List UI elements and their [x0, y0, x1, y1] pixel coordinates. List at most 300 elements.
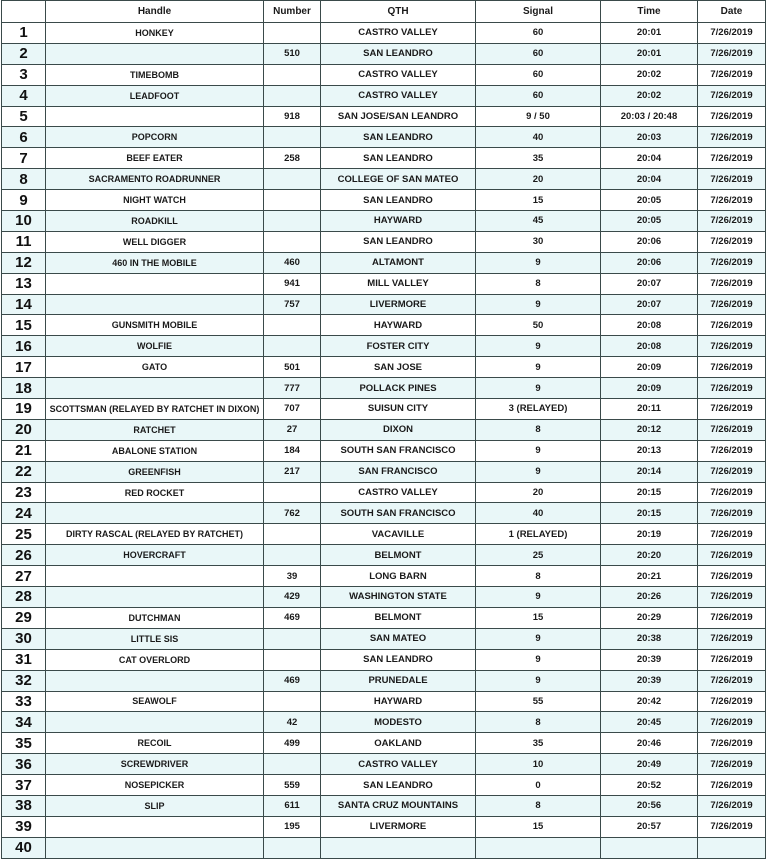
- number-cell: [264, 482, 321, 503]
- handle-cell: [46, 503, 264, 524]
- row-index: 19: [2, 399, 46, 420]
- time-cell: 20:14: [601, 461, 698, 482]
- time-cell: 20:01: [601, 43, 698, 64]
- date-cell: 7/26/2019: [698, 399, 766, 420]
- time-cell: 20:29: [601, 607, 698, 628]
- time-cell: 20:11: [601, 399, 698, 420]
- date-cell: [698, 837, 766, 858]
- row-index: 28: [2, 587, 46, 608]
- time-cell: 20:07: [601, 273, 698, 294]
- row-index: 30: [2, 628, 46, 649]
- row-index: 33: [2, 691, 46, 712]
- time-cell: 20:06: [601, 231, 698, 252]
- handle-cell: NIGHT WATCH: [46, 190, 264, 211]
- signal-cell: 9 / 50: [476, 106, 601, 127]
- handle-cell: TIMEBOMB: [46, 64, 264, 85]
- date-cell: 7/26/2019: [698, 524, 766, 545]
- qth-cell: SAN LEANDRO: [321, 775, 476, 796]
- time-cell: 20:03: [601, 127, 698, 148]
- handle-cell: RATCHET: [46, 419, 264, 440]
- qth-cell: LONG BARN: [321, 566, 476, 587]
- header-index: [2, 1, 46, 23]
- qth-cell: SAN MATEO: [321, 628, 476, 649]
- row-index: 8: [2, 169, 46, 190]
- table-row: [2, 294, 766, 315]
- number-cell: 777: [264, 378, 321, 399]
- signal-cell: 9: [476, 628, 601, 649]
- number-cell: [264, 169, 321, 190]
- date-cell: 7/26/2019: [698, 64, 766, 85]
- handle-cell: ROADKILL: [46, 211, 264, 232]
- date-cell: 7/26/2019: [698, 545, 766, 566]
- date-cell: 7/26/2019: [698, 628, 766, 649]
- qth-cell: COLLEGE OF SAN MATEO: [321, 169, 476, 190]
- time-cell: 20:06: [601, 252, 698, 273]
- number-cell: 611: [264, 795, 321, 816]
- number-cell: [264, 315, 321, 336]
- row-index: 1: [2, 23, 46, 44]
- number-cell: 757: [264, 294, 321, 315]
- date-cell: 7/26/2019: [698, 440, 766, 461]
- time-cell: 20:21: [601, 566, 698, 587]
- date-cell: 7/26/2019: [698, 503, 766, 524]
- signal-cell: 60: [476, 23, 601, 44]
- number-cell: 39: [264, 566, 321, 587]
- date-cell: 7/26/2019: [698, 43, 766, 64]
- qth-cell: LIVERMORE: [321, 294, 476, 315]
- table-row: [2, 106, 766, 127]
- log-table: [1, 0, 766, 859]
- time-cell: 20:38: [601, 628, 698, 649]
- number-cell: [264, 127, 321, 148]
- table-row: [2, 461, 766, 482]
- qth-cell: HAYWARD: [321, 211, 476, 232]
- date-cell: 7/26/2019: [698, 419, 766, 440]
- number-cell: [264, 211, 321, 232]
- table-row: [2, 64, 766, 85]
- signal-cell: 25: [476, 545, 601, 566]
- header-handle: Handle: [46, 1, 264, 23]
- date-cell: 7/26/2019: [698, 378, 766, 399]
- time-cell: 20:46: [601, 733, 698, 754]
- handle-cell: DIRTY RASCAL (RELAYED BY RATCHET): [46, 524, 264, 545]
- handle-cell: SCOTTSMAN (RELAYED BY RATCHET IN DIXON): [46, 399, 264, 420]
- row-index: 37: [2, 775, 46, 796]
- number-cell: 501: [264, 357, 321, 378]
- row-index: 11: [2, 231, 46, 252]
- date-cell: 7/26/2019: [698, 795, 766, 816]
- signal-cell: 20: [476, 482, 601, 503]
- qth-cell: CASTRO VALLEY: [321, 754, 476, 775]
- row-index: 31: [2, 649, 46, 670]
- table-row: [2, 628, 766, 649]
- handle-cell: [46, 837, 264, 858]
- handle-cell: SCREWDRIVER: [46, 754, 264, 775]
- row-index: 15: [2, 315, 46, 336]
- signal-cell: [476, 837, 601, 858]
- qth-cell: BELMONT: [321, 607, 476, 628]
- handle-cell: [46, 273, 264, 294]
- number-cell: [264, 524, 321, 545]
- qth-cell: FOSTER CITY: [321, 336, 476, 357]
- qth-cell: PRUNEDALE: [321, 670, 476, 691]
- row-index: 4: [2, 85, 46, 106]
- time-cell: 20:05: [601, 211, 698, 232]
- signal-cell: 8: [476, 566, 601, 587]
- date-cell: 7/26/2019: [698, 106, 766, 127]
- time-cell: 20:08: [601, 336, 698, 357]
- signal-cell: 8: [476, 712, 601, 733]
- header-row: [2, 1, 766, 23]
- table-row: [2, 419, 766, 440]
- signal-cell: 8: [476, 273, 601, 294]
- number-cell: [264, 64, 321, 85]
- signal-cell: 9: [476, 357, 601, 378]
- date-cell: 7/26/2019: [698, 670, 766, 691]
- handle-cell: NOSEPICKER: [46, 775, 264, 796]
- handle-cell: [46, 566, 264, 587]
- handle-cell: RED ROCKET: [46, 482, 264, 503]
- qth-cell: [321, 837, 476, 858]
- date-cell: 7/26/2019: [698, 211, 766, 232]
- number-cell: 559: [264, 775, 321, 796]
- row-index: 22: [2, 461, 46, 482]
- qth-cell: HAYWARD: [321, 691, 476, 712]
- handle-cell: WOLFIE: [46, 336, 264, 357]
- signal-cell: 9: [476, 336, 601, 357]
- handle-cell: HOVERCRAFT: [46, 545, 264, 566]
- table-row: [2, 252, 766, 273]
- handle-cell: LITTLE SIS: [46, 628, 264, 649]
- row-index: 29: [2, 607, 46, 628]
- date-cell: 7/26/2019: [698, 566, 766, 587]
- row-index: 13: [2, 273, 46, 294]
- row-index: 27: [2, 566, 46, 587]
- row-index: 25: [2, 524, 46, 545]
- qth-cell: SANTA CRUZ MOUNTAINS: [321, 795, 476, 816]
- signal-cell: 40: [476, 127, 601, 148]
- signal-cell: 60: [476, 85, 601, 106]
- table-row: [2, 837, 766, 858]
- number-cell: [264, 545, 321, 566]
- time-cell: 20:01: [601, 23, 698, 44]
- row-index: 17: [2, 357, 46, 378]
- number-cell: 510: [264, 43, 321, 64]
- row-index: 24: [2, 503, 46, 524]
- qth-cell: BELMONT: [321, 545, 476, 566]
- signal-cell: 9: [476, 587, 601, 608]
- signal-cell: 8: [476, 419, 601, 440]
- number-cell: 499: [264, 733, 321, 754]
- number-cell: 195: [264, 816, 321, 837]
- row-index: 3: [2, 64, 46, 85]
- number-cell: 460: [264, 252, 321, 273]
- signal-cell: 15: [476, 816, 601, 837]
- date-cell: 7/26/2019: [698, 691, 766, 712]
- signal-cell: 15: [476, 190, 601, 211]
- table-row: [2, 524, 766, 545]
- header-qth: QTH: [321, 1, 476, 23]
- time-cell: 20:56: [601, 795, 698, 816]
- handle-cell: POPCORN: [46, 127, 264, 148]
- qth-cell: SAN FRANCISCO: [321, 461, 476, 482]
- time-cell: 20:09: [601, 357, 698, 378]
- time-cell: 20:07: [601, 294, 698, 315]
- qth-cell: SAN LEANDRO: [321, 190, 476, 211]
- time-cell: 20:42: [601, 691, 698, 712]
- handle-cell: GATO: [46, 357, 264, 378]
- handle-cell: SEAWOLF: [46, 691, 264, 712]
- signal-cell: 35: [476, 733, 601, 754]
- date-cell: 7/26/2019: [698, 649, 766, 670]
- date-cell: 7/26/2019: [698, 461, 766, 482]
- date-cell: 7/26/2019: [698, 607, 766, 628]
- table-row: [2, 169, 766, 190]
- row-index: 38: [2, 795, 46, 816]
- handle-cell: SLIP: [46, 795, 264, 816]
- qth-cell: SOUTH SAN FRANCISCO: [321, 440, 476, 461]
- table-row: [2, 795, 766, 816]
- qth-cell: POLLACK PINES: [321, 378, 476, 399]
- qth-cell: VACAVILLE: [321, 524, 476, 545]
- signal-cell: 40: [476, 503, 601, 524]
- table-row: [2, 43, 766, 64]
- time-cell: 20:49: [601, 754, 698, 775]
- qth-cell: CASTRO VALLEY: [321, 64, 476, 85]
- time-cell: 20:02: [601, 64, 698, 85]
- date-cell: 7/26/2019: [698, 816, 766, 837]
- row-index: 36: [2, 754, 46, 775]
- time-cell: 20:04: [601, 148, 698, 169]
- time-cell: 20:52: [601, 775, 698, 796]
- table-row: [2, 545, 766, 566]
- time-cell: 20:20: [601, 545, 698, 566]
- handle-cell: BEEF EATER: [46, 148, 264, 169]
- number-cell: [264, 754, 321, 775]
- date-cell: 7/26/2019: [698, 336, 766, 357]
- number-cell: 469: [264, 670, 321, 691]
- row-index: 32: [2, 670, 46, 691]
- signal-cell: 55: [476, 691, 601, 712]
- table-row: [2, 357, 766, 378]
- signal-cell: 45: [476, 211, 601, 232]
- time-cell: 20:57: [601, 816, 698, 837]
- handle-cell: [46, 294, 264, 315]
- time-cell: 20:05: [601, 190, 698, 211]
- qth-cell: MILL VALLEY: [321, 273, 476, 294]
- row-index: 40: [2, 837, 46, 858]
- time-cell: 20:04: [601, 169, 698, 190]
- table-row: [2, 211, 766, 232]
- handle-cell: [46, 816, 264, 837]
- table-row: [2, 482, 766, 503]
- date-cell: 7/26/2019: [698, 775, 766, 796]
- qth-cell: SAN JOSE/SAN LEANDRO: [321, 106, 476, 127]
- table-row: [2, 816, 766, 837]
- signal-cell: 20: [476, 169, 601, 190]
- qth-cell: SOUTH SAN FRANCISCO: [321, 503, 476, 524]
- row-index: 14: [2, 294, 46, 315]
- signal-cell: 8: [476, 795, 601, 816]
- handle-cell: GREENFISH: [46, 461, 264, 482]
- table-row: [2, 315, 766, 336]
- qth-cell: OAKLAND: [321, 733, 476, 754]
- number-cell: 27: [264, 419, 321, 440]
- handle-cell: LEADFOOT: [46, 85, 264, 106]
- qth-cell: SAN LEANDRO: [321, 231, 476, 252]
- table-row: [2, 503, 766, 524]
- table-row: [2, 273, 766, 294]
- row-index: 6: [2, 127, 46, 148]
- date-cell: 7/26/2019: [698, 85, 766, 106]
- time-cell: 20:39: [601, 649, 698, 670]
- header-time: Time: [601, 1, 698, 23]
- signal-cell: 60: [476, 43, 601, 64]
- time-cell: 20:03 / 20:48: [601, 106, 698, 127]
- number-cell: 707: [264, 399, 321, 420]
- time-cell: 20:45: [601, 712, 698, 733]
- signal-cell: 9: [476, 440, 601, 461]
- time-cell: 20:13: [601, 440, 698, 461]
- row-index: 35: [2, 733, 46, 754]
- handle-cell: [46, 712, 264, 733]
- number-cell: 918: [264, 106, 321, 127]
- signal-cell: 35: [476, 148, 601, 169]
- table-row: [2, 23, 766, 44]
- qth-cell: DIXON: [321, 419, 476, 440]
- number-cell: [264, 336, 321, 357]
- signal-cell: 50: [476, 315, 601, 336]
- table-row: [2, 691, 766, 712]
- signal-cell: 9: [476, 461, 601, 482]
- signal-cell: 9: [476, 378, 601, 399]
- qth-cell: WASHINGTON STATE: [321, 587, 476, 608]
- table-row: [2, 85, 766, 106]
- handle-cell: CAT OVERLORD: [46, 649, 264, 670]
- row-index: 12: [2, 252, 46, 273]
- time-cell: 20:08: [601, 315, 698, 336]
- handle-cell: [46, 587, 264, 608]
- qth-cell: CASTRO VALLEY: [321, 23, 476, 44]
- number-cell: [264, 628, 321, 649]
- header-signal: Signal: [476, 1, 601, 23]
- qth-cell: CASTRO VALLEY: [321, 482, 476, 503]
- number-cell: 184: [264, 440, 321, 461]
- qth-cell: SAN LEANDRO: [321, 43, 476, 64]
- qth-cell: ALTAMONT: [321, 252, 476, 273]
- time-cell: 20:12: [601, 419, 698, 440]
- date-cell: 7/26/2019: [698, 273, 766, 294]
- qth-cell: HAYWARD: [321, 315, 476, 336]
- qth-cell: SAN LEANDRO: [321, 127, 476, 148]
- qth-cell: SAN LEANDRO: [321, 649, 476, 670]
- number-cell: [264, 231, 321, 252]
- handle-cell: HONKEY: [46, 23, 264, 44]
- number-cell: [264, 837, 321, 858]
- signal-cell: 30: [476, 231, 601, 252]
- date-cell: 7/26/2019: [698, 190, 766, 211]
- signal-cell: 9: [476, 294, 601, 315]
- table-row: [2, 231, 766, 252]
- date-cell: 7/26/2019: [698, 252, 766, 273]
- qth-cell: SAN LEANDRO: [321, 148, 476, 169]
- row-index: 26: [2, 545, 46, 566]
- handle-cell: [46, 106, 264, 127]
- signal-cell: 10: [476, 754, 601, 775]
- date-cell: 7/26/2019: [698, 357, 766, 378]
- time-cell: 20:39: [601, 670, 698, 691]
- handle-cell: ABALONE STATION: [46, 440, 264, 461]
- signal-cell: 9: [476, 649, 601, 670]
- handle-cell: SACRAMENTO ROADRUNNER: [46, 169, 264, 190]
- signal-cell: 9: [476, 252, 601, 273]
- time-cell: 20:15: [601, 482, 698, 503]
- number-cell: [264, 23, 321, 44]
- number-cell: 941: [264, 273, 321, 294]
- table-row: [2, 649, 766, 670]
- row-index: 5: [2, 106, 46, 127]
- qth-cell: SUISUN CITY: [321, 399, 476, 420]
- handle-cell: RECOIL: [46, 733, 264, 754]
- number-cell: 429: [264, 587, 321, 608]
- qth-cell: CASTRO VALLEY: [321, 85, 476, 106]
- number-cell: 42: [264, 712, 321, 733]
- date-cell: 7/26/2019: [698, 294, 766, 315]
- time-cell: 20:02: [601, 85, 698, 106]
- qth-cell: MODESTO: [321, 712, 476, 733]
- qth-cell: SAN JOSE: [321, 357, 476, 378]
- time-cell: [601, 837, 698, 858]
- date-cell: 7/26/2019: [698, 712, 766, 733]
- qth-cell: LIVERMORE: [321, 816, 476, 837]
- table-row: [2, 566, 766, 587]
- row-index: 18: [2, 378, 46, 399]
- table-row: [2, 399, 766, 420]
- row-index: 2: [2, 43, 46, 64]
- signal-cell: 3 (RELAYED): [476, 399, 601, 420]
- signal-cell: 1 (RELAYED): [476, 524, 601, 545]
- row-index: 21: [2, 440, 46, 461]
- date-cell: 7/26/2019: [698, 231, 766, 252]
- date-cell: 7/26/2019: [698, 587, 766, 608]
- time-cell: 20:09: [601, 378, 698, 399]
- table-row: [2, 378, 766, 399]
- number-cell: [264, 85, 321, 106]
- number-cell: [264, 649, 321, 670]
- date-cell: 7/26/2019: [698, 754, 766, 775]
- handle-cell: [46, 43, 264, 64]
- handle-cell: [46, 378, 264, 399]
- table-row: [2, 148, 766, 169]
- signal-cell: 15: [476, 607, 601, 628]
- row-index: 34: [2, 712, 46, 733]
- signal-cell: 0: [476, 775, 601, 796]
- table-row: [2, 607, 766, 628]
- handle-cell: 460 IN THE MOBILE: [46, 252, 264, 273]
- number-cell: [264, 190, 321, 211]
- table-row: [2, 127, 766, 148]
- date-cell: 7/26/2019: [698, 315, 766, 336]
- handle-cell: DUTCHMAN: [46, 607, 264, 628]
- table-row: [2, 733, 766, 754]
- signal-cell: 9: [476, 670, 601, 691]
- time-cell: 20:26: [601, 587, 698, 608]
- date-cell: 7/26/2019: [698, 482, 766, 503]
- table-row: [2, 754, 766, 775]
- row-index: 10: [2, 211, 46, 232]
- time-cell: 20:15: [601, 503, 698, 524]
- signal-cell: 60: [476, 64, 601, 85]
